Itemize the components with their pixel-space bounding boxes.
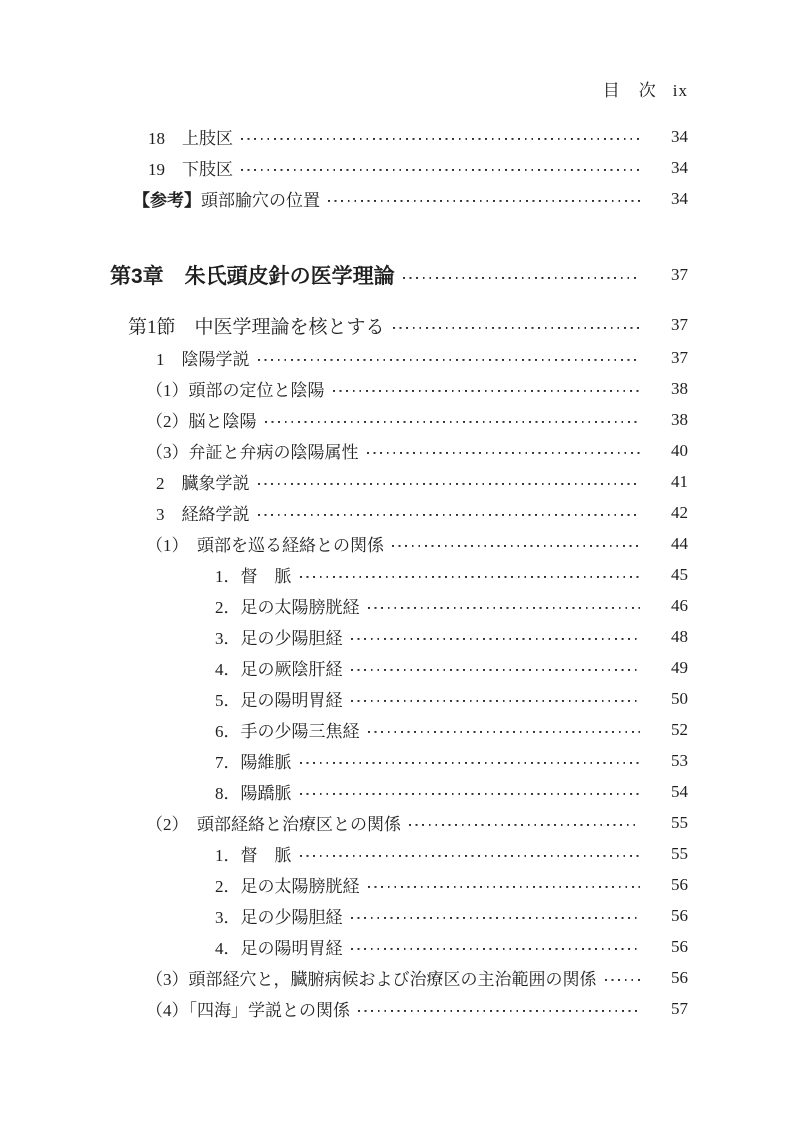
dot-leader	[392, 528, 640, 559]
toc-entry-text: 第1節 中医学理論を核とする	[128, 316, 385, 338]
toc-entry	[148, 152, 688, 183]
toc-entry	[215, 652, 688, 683]
dot-leader	[368, 590, 641, 621]
dot-leader	[241, 152, 640, 183]
toc-entry-page: 34	[671, 188, 688, 208]
toc-entry-page: 40	[671, 440, 688, 460]
toc-entry-text: 2．足の太陽膀胱経	[215, 598, 360, 617]
toc-entry	[215, 590, 688, 621]
dot-leader	[403, 255, 640, 295]
dot-leader	[258, 497, 641, 528]
toc-entry-text: 1．督 脈	[215, 567, 292, 586]
toc-entry	[215, 931, 688, 962]
toc-entry-page: 55	[671, 812, 688, 832]
dot-leader	[605, 962, 641, 993]
toc-entry	[146, 528, 688, 559]
dot-leader	[409, 807, 640, 838]
running-head	[0, 76, 688, 101]
toc-entry	[133, 183, 688, 214]
toc-entry-text: （1）頭部の定位と陰陽	[146, 381, 325, 400]
toc-entry-text: （2） 頭部経絡と治療区との関係	[146, 815, 401, 834]
toc-entry-page: 53	[671, 750, 688, 770]
toc-entry-text: 2．足の太陽膀胱経	[215, 877, 360, 896]
toc-entry	[215, 683, 688, 714]
toc-entry-text: （4）「四海」学説との関係	[146, 1001, 350, 1020]
dot-leader	[351, 931, 641, 962]
toc-entry-page: 46	[671, 595, 688, 615]
toc-entry-text: （3）弁証と弁病の陰陽属性	[146, 443, 359, 462]
toc-entry-text: 6．手の少陽三焦経	[215, 722, 360, 741]
toc-entry-text: 2 臓象学説	[156, 474, 250, 493]
toc-entry-page: 38	[671, 378, 688, 398]
toc-entry-text: 8．陽蹻脈	[215, 784, 292, 803]
toc-entry-page: 45	[671, 564, 688, 584]
dot-leader	[358, 993, 640, 1024]
dot-leader	[328, 183, 640, 214]
toc-entry-text: 【参考】頭部腧穴の位置	[133, 191, 320, 210]
toc-entry-text: 19 下肢区	[148, 160, 233, 179]
dot-leader	[258, 466, 641, 497]
toc-entry-page: 56	[671, 874, 688, 894]
toc-entry-text: （3）頭部経穴と，臓腑病候および治療区の主治範囲の関係	[146, 970, 597, 989]
toc-entry-page: 56	[671, 967, 688, 987]
toc-entry	[156, 497, 688, 528]
toc-entry	[156, 342, 688, 373]
toc-entry-page: 44	[671, 533, 688, 553]
toc-entry-page: 48	[671, 626, 688, 646]
toc-entry-page: 49	[671, 657, 688, 677]
dot-leader	[351, 683, 641, 714]
dot-leader	[367, 435, 641, 466]
dot-leader	[368, 869, 641, 900]
toc-entry-text: 4．足の陽明胃経	[215, 939, 343, 958]
toc-entry-text: 3 経絡学説	[156, 505, 250, 524]
toc-entry-text: 3．足の少陽胆経	[215, 908, 343, 927]
toc-entry-text: 1 陰陽学説	[156, 350, 250, 369]
dot-leader	[300, 559, 641, 590]
toc-entry-page: 50	[671, 688, 688, 708]
toc-entry-page: 52	[671, 719, 688, 739]
toc-entry-text: 1．督 脈	[215, 846, 292, 865]
toc-entry	[215, 776, 688, 807]
toc-entry	[215, 900, 688, 931]
toc-entry	[146, 962, 688, 993]
toc-entry-text: 4．足の厥陰肝経	[215, 660, 343, 679]
toc-entry-page: 56	[671, 936, 688, 956]
toc-entry-page: 54	[671, 781, 688, 801]
toc-entry	[146, 435, 688, 466]
toc-entry	[110, 255, 688, 295]
dot-leader	[351, 900, 641, 931]
dot-leader	[351, 621, 641, 652]
running-head-title: 目 次	[602, 81, 657, 100]
toc-entry-text: 7．陽維脈	[215, 753, 292, 772]
toc-entry	[148, 121, 688, 152]
dot-leader	[393, 308, 640, 342]
toc-entry-page: 37	[671, 347, 688, 367]
toc-entry-page: 56	[671, 905, 688, 925]
dot-leader	[265, 404, 641, 435]
running-head-page-number: ix	[672, 81, 688, 100]
toc-entry-text: 5．足の陽明胃経	[215, 691, 343, 710]
toc-entry-page: 55	[671, 843, 688, 863]
dot-leader	[351, 652, 641, 683]
dot-leader	[241, 121, 640, 152]
dot-leader	[368, 714, 641, 745]
toc-entry	[215, 745, 688, 776]
dot-leader	[300, 838, 641, 869]
toc-entry	[215, 714, 688, 745]
toc-entry-page: 38	[671, 409, 688, 429]
toc-entry	[146, 807, 688, 838]
toc-list	[100, 121, 688, 1024]
toc-entry	[215, 838, 688, 869]
toc-entry	[215, 559, 688, 590]
toc-entry-page: 37	[671, 315, 688, 334]
toc-entry-text: 3．足の少陽胆経	[215, 629, 343, 648]
toc-entry	[156, 466, 688, 497]
toc-entry-page: 41	[671, 471, 688, 491]
toc-entry-page: 34	[671, 157, 688, 177]
toc-entry	[215, 869, 688, 900]
toc-entry-text: 18 上肢区	[148, 129, 233, 148]
toc-entry	[146, 404, 688, 435]
toc-entry	[146, 993, 688, 1024]
dot-leader	[300, 745, 641, 776]
toc-entry	[215, 621, 688, 652]
toc-entry-page: 34	[671, 126, 688, 146]
toc-entry	[128, 308, 688, 342]
toc-entry-text: （2）脳と陰陽	[146, 412, 257, 431]
dot-leader	[258, 342, 641, 373]
toc-entry-page: 57	[671, 998, 688, 1018]
dot-leader	[333, 373, 641, 404]
toc-entry-page: 42	[671, 502, 688, 522]
toc-entry-page: 37	[671, 265, 688, 284]
dot-leader	[300, 776, 641, 807]
toc-entry-prefix: 【参考】	[133, 191, 201, 210]
toc-entry	[146, 373, 688, 404]
toc-entry-text: 第3章 朱氏頭皮針の医学理論	[110, 265, 395, 288]
toc-entry-text: （1） 頭部を巡る経絡との関係	[146, 536, 384, 555]
